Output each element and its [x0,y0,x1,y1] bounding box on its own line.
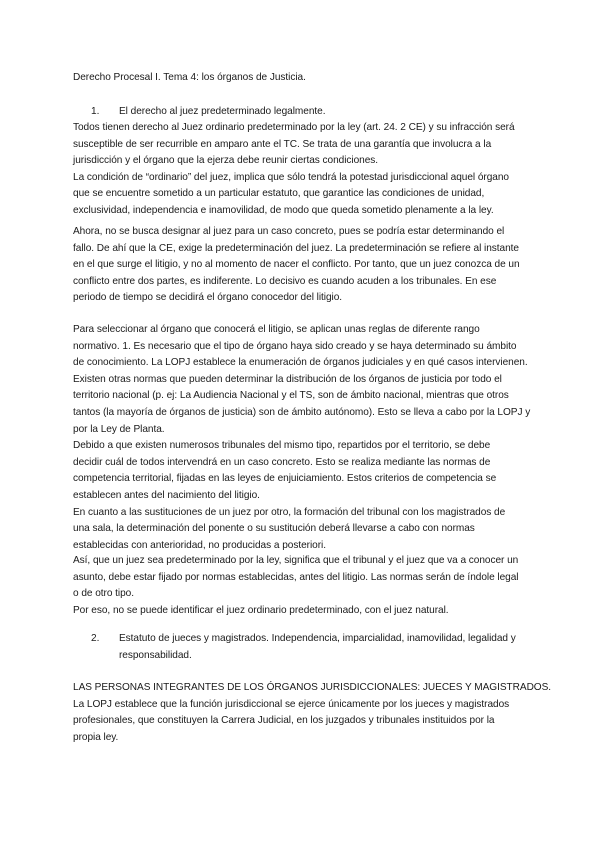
text-line: profesionales, que constituyen la Carrera Judicial, en los juzgados y tribunales instituidos por la [73,715,495,727]
text-line: en el que surge el litigio, y no al momento de nacer el conflicto. Por tanto, que un juez conozca de un [73,259,520,271]
text-line: asunto, debe estar fijado por normas establecidas, antes del litigio. Las normas serán de índole legal [73,571,519,583]
text-line: fallo. De ahí que la CE, exige la predeterminación del juez. La predeterminación se refiere al instante [73,242,519,254]
text-line: normativo. 1. Es necesario que el tipo de órgano haya sido creado y se haya determinado su ámbito [73,340,517,352]
text-line: Existen otras normas que pueden determinar la distribución de los órganos de justicia por todo el [73,373,502,385]
paragraph-1 [73,120,533,220]
text-line: establecidas con anterioridad, no producidas a posteriori. [73,539,326,551]
numbered-item [73,631,533,664]
paragraph-5 [73,680,552,746]
list-number: 2. [91,633,100,644]
text-line: conflicto entre dos partes, es indiferente. Lo decisivo es cuando acuden a los tribunales. En ese [73,275,497,287]
text-line: o de otro tipo. [73,588,134,600]
text-line: establecen antes del nacimiento del litigio. [73,489,260,501]
text-line: En cuanto a las sustituciones de un juez por otro, la formación del tribunal con los magistrados de [73,506,506,518]
text-line: Debido a que existen numerosos tribunales del mismo tipo, repartidos por el territorio, se debe [73,440,491,452]
text-line: Por eso, no se puede identificar el juez ordinario predeterminado, con el juez natural. [73,604,449,616]
text-line: territorio nacional (p. ej: La Audiencia Nacional y el TS, son de ámbito nacional, mientras que otros [73,390,509,402]
text-line: por la Ley de Planta. [73,423,165,435]
text-line: una sala, la determinación del ponente o su sustitución deberá llevarse a cabo con normas [73,523,475,535]
text-line: periodo de tiempo se decidirá el órgano conocedor del litigio. [73,292,343,304]
text-line: LAS PERSONAS INTEGRANTES DE LOS ÓRGANOS JURISDICCIONALES: JUECES Y MAGISTRADOS. [73,682,552,693]
section-2-heading [73,631,533,664]
document-title: Derecho Procesal I. Tema 4: los órganos de Justicia. [73,72,306,83]
paragraph-3 [73,322,533,554]
text-line: La LOPJ establece que la función jurisdiccional se ejerce únicamente por los jueces y magistrados [73,698,510,710]
text-line: exclusividad, independencia e inamovilidad, de modo que queda sometido plenamente a la ley. [73,204,494,216]
numbered-item [73,104,533,121]
document-title-block [73,70,533,87]
text-line: tantos (la mayoría de órganos de justicia) son de ámbito autónomo). Esto se lleva a cabo por la LOPJ y [73,406,531,418]
text-line: que se encuentre sometido a un particular estatuto, que garantice las condiciones de unidad, [73,188,485,200]
list-number: 1. [91,106,100,117]
text-line: Así, que un juez sea predeterminado por la ley, significa que el tribunal y el juez que va a conocer un [73,555,519,566]
text-line: jurisdicción y el órgano que la ejerza debe reunir ciertas condiciones. [73,155,379,167]
text-line: de conocimiento. La LOPJ establece la enumeración de órganos judiciales y en qué casos intervienen. [73,357,528,369]
text-line: La condición de “ordinario” del juez, implica que sólo tendrá la potestad jurisdiccional aquel órgano [73,171,509,183]
text-line: Para seleccionar al órgano que conocerá el litigio, se aplican unas reglas de diferente rango [73,324,480,335]
paragraph-4 [73,553,533,619]
text-line: competencia territorial, fijadas en las leyes de enjuiciamiento. Estos criterios de competencia se [73,473,497,485]
text-line: Ahora, no se busca designar al juez para un caso concreto, pues se podría estar determinando el [73,226,505,237]
text-line: decidir cuál de todos intervendrá en un caso concreto. Esto se realiza mediante las normas de [73,456,491,468]
text-line: Todos tienen derecho al Juez ordinario predeterminado por la ley (art. 24. 2 CE) y su infracción será [73,122,515,133]
section-heading-text: responsabilidad. [119,649,192,661]
text-line: propia ley. [73,731,119,743]
section-1-heading [73,104,533,121]
section-heading-text: El derecho al juez predeterminado legalmente. [119,106,326,117]
text-line: susceptible de ser recurrible en amparo ante el TC. Se trata de una garantía que involucra a la [73,138,492,150]
paragraph-2 [73,224,533,307]
section-heading-text: Estatuto de jueces y magistrados. Independencia, imparcialidad, inamovilidad, legalidad y [119,633,516,644]
